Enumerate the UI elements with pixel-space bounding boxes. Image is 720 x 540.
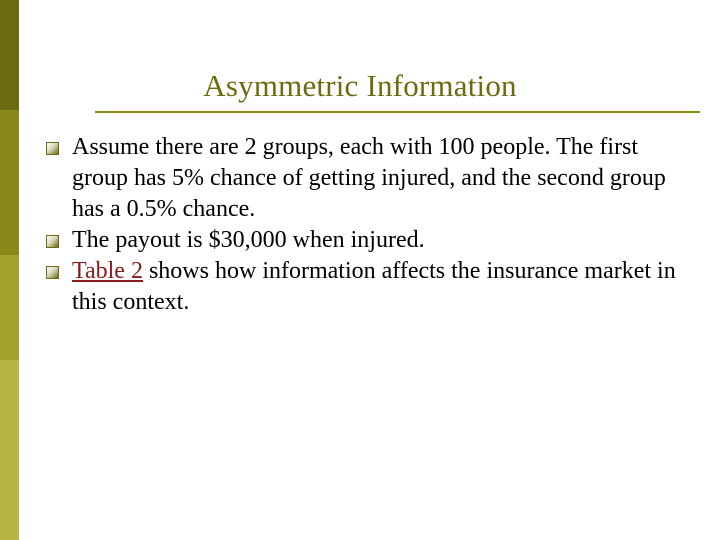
title-underline [95,111,700,113]
sidebar-strip-bottom [0,360,19,540]
square-bullet-icon [46,266,59,279]
bullet-item-table [40,256,680,318]
table-2-link[interactable]: Table 2 [72,258,143,284]
square-bullet-icon [46,235,59,248]
bullet-text-groups: Assume there are 2 groups, each with 100 people. The first group has 5% chance of getting injured, and the second group has a 0.5% chance. [72,134,666,222]
bullet-item-payout [40,225,680,256]
sidebar-strip-top [0,0,19,110]
square-bullet-icon [46,142,59,155]
bullet-item-groups [40,132,680,225]
slide-title: Asymmetric Information [203,68,517,103]
bullet-text-payout: The payout is $30,000 when injured. [72,227,425,253]
bullet-text-table: shows how information affects the insurance market in this context. [72,258,676,315]
sidebar-strip-upper [0,110,19,255]
sidebar-strip-lower [0,255,19,360]
bullet-list [40,132,680,318]
